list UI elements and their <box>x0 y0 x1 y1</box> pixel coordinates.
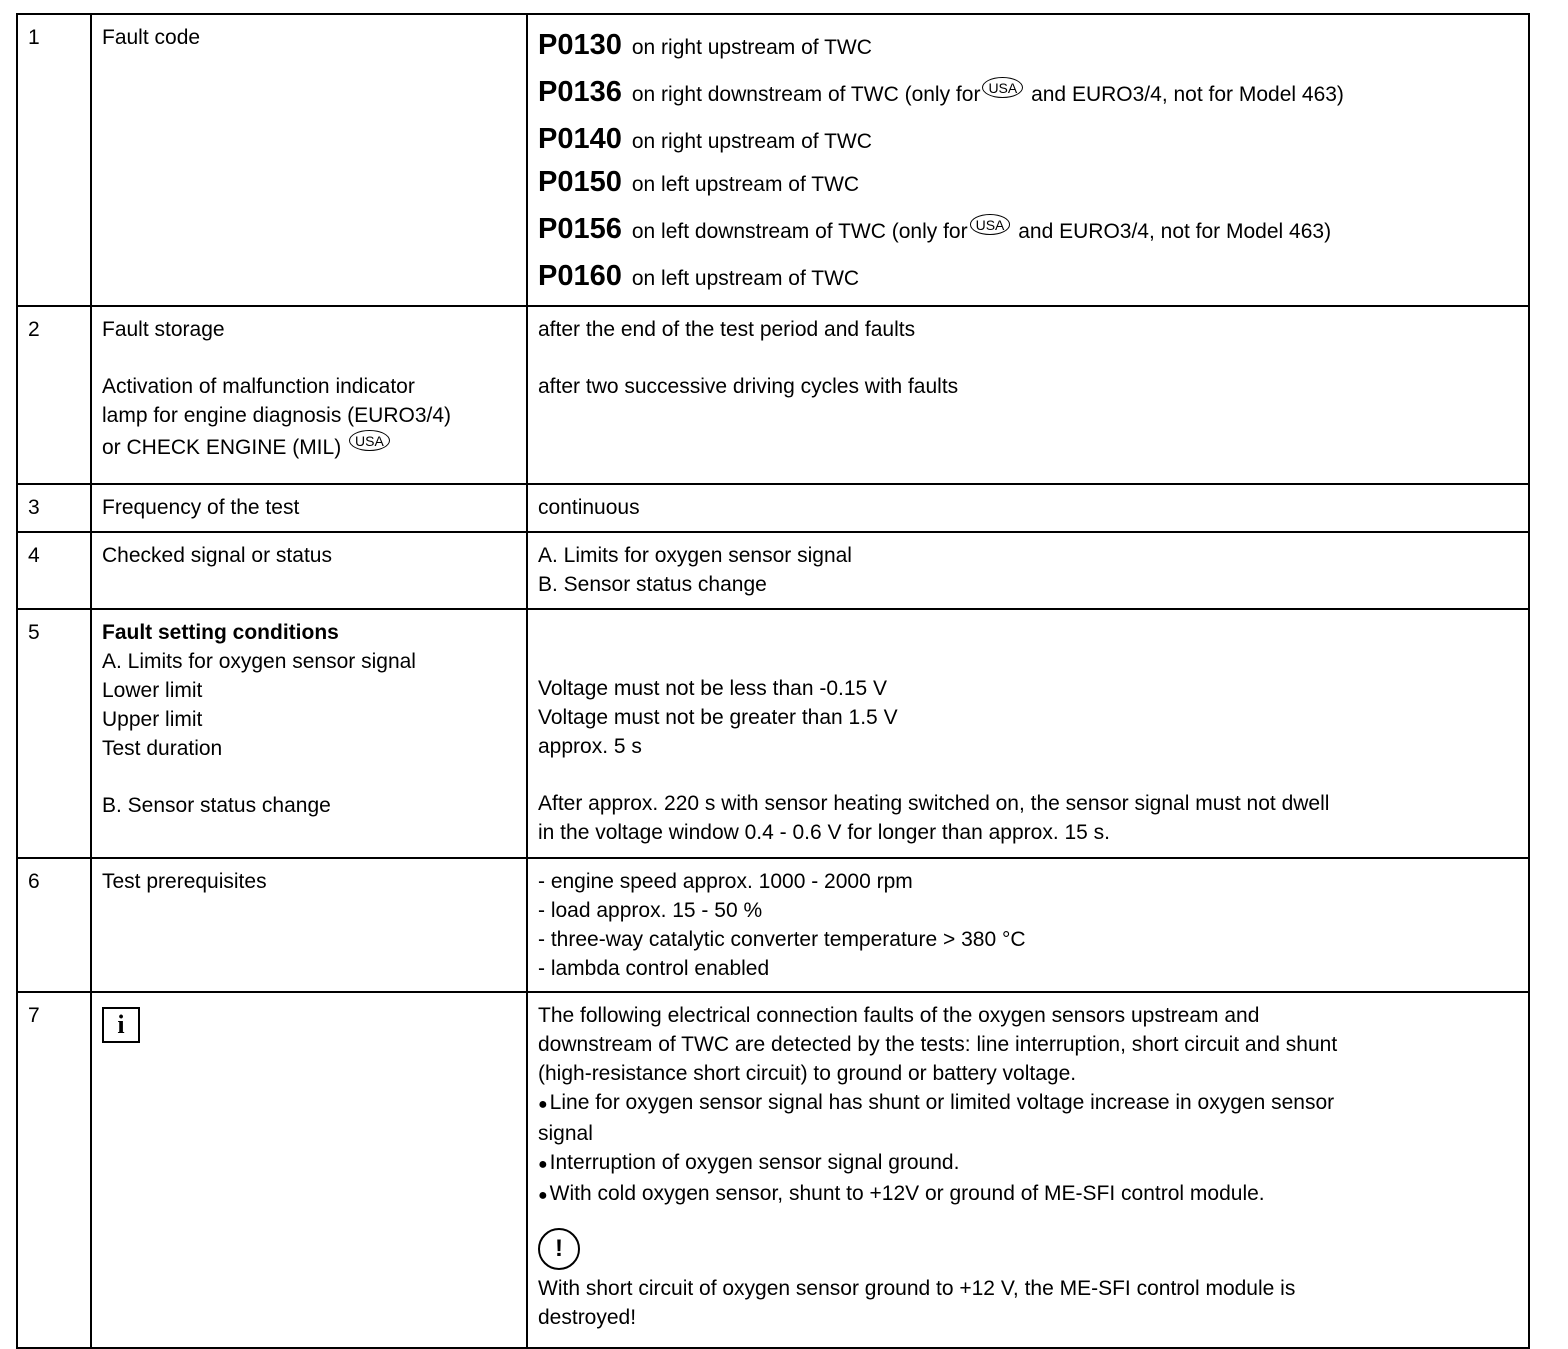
label-activation: Activation of malfunction indicator <box>102 375 415 398</box>
fault-code: P0160 <box>538 260 622 292</box>
row-number: 1 <box>17 14 91 306</box>
fault-code-desc-after: and EURO3/4, not for Model 463) <box>1031 83 1344 106</box>
row-value <box>527 609 1529 858</box>
fault-code-desc: on right upstream of TWC <box>631 130 872 153</box>
row-number: 7 <box>17 992 91 1348</box>
value-line: in the voltage window 0.4 - 0.6 V for longer than approx. 15 s. <box>538 821 1111 844</box>
bullet-item-continued: signal <box>538 1122 593 1145</box>
table-row <box>17 14 1529 306</box>
fault-code-desc-after: and EURO3/4, not for Model 463) <box>1018 220 1332 243</box>
fault-code-line <box>538 162 1518 205</box>
row-label: Checked signal or status <box>91 532 527 609</box>
table-row <box>17 609 1529 858</box>
label-line: B. Sensor status change <box>102 794 331 817</box>
fault-code-line <box>538 25 1518 68</box>
fault-code-line <box>538 68 1518 119</box>
value-line: After approx. 220 s with sensor heating switched on, the sensor signal must not dwell <box>538 792 1330 815</box>
row-label <box>91 306 527 484</box>
info-icon: i <box>102 1007 140 1043</box>
fault-code: P0136 <box>538 76 622 108</box>
usa-badge-icon: USA <box>349 430 390 451</box>
row-number: 3 <box>17 484 91 532</box>
row-value <box>527 306 1529 484</box>
row-label <box>91 992 527 1348</box>
row-value: continuous <box>527 484 1529 532</box>
fault-code-line <box>538 205 1518 256</box>
label-line: Lower limit <box>102 679 203 702</box>
section-heading: Fault setting conditions <box>102 621 339 644</box>
value-line: - three-way catalytic converter temperature > 380 °C <box>538 928 1026 951</box>
fault-spec-table <box>16 13 1530 1349</box>
warning-text: With short circuit of oxygen sensor ground to +12 V, the ME-SFI control module is <box>538 1277 1296 1300</box>
row-label: Fault code <box>91 14 527 306</box>
fault-code-line <box>538 256 1518 299</box>
value-line: approx. 5 s <box>538 735 642 758</box>
table-row <box>17 992 1529 1348</box>
fault-code-desc: on left upstream of TWC <box>631 173 860 196</box>
value-line: A. Limits for oxygen sensor signal <box>538 544 852 567</box>
value-line: - lambda control enabled <box>538 957 770 980</box>
table-row <box>17 306 1529 484</box>
row-label: Test prerequisites <box>91 858 527 992</box>
fault-code: P0130 <box>538 29 622 61</box>
value-line: - load approx. 15 - 50 % <box>538 899 763 922</box>
value-line: Voltage must not be less than -0.15 V <box>538 677 888 700</box>
value-line: - engine speed approx. 1000 - 2000 rpm <box>538 870 913 893</box>
row-label: Frequency of the test <box>91 484 527 532</box>
fault-code-line <box>538 119 1518 162</box>
value-line: The following electrical connection faults of the oxygen sensors upstream and <box>538 1004 1260 1027</box>
row-value <box>527 532 1529 609</box>
table-row <box>17 858 1529 992</box>
row-value <box>527 858 1529 992</box>
label-fault-storage: Fault storage <box>102 318 225 341</box>
warning-icon: ! <box>538 1228 580 1270</box>
table-row <box>17 484 1529 532</box>
fault-code-desc: on right upstream of TWC <box>631 36 872 59</box>
bullet-item: ● Line for oxygen sensor signal has shunt or limited voltage increase in oxygen sensor <box>538 1088 1518 1119</box>
label-line: Upper limit <box>102 708 203 731</box>
row-number: 6 <box>17 858 91 992</box>
fault-code-desc: on left downstream of TWC (only for <box>631 220 968 243</box>
fault-code: P0156 <box>538 213 622 245</box>
bullet-item: ● With cold oxygen sensor, shunt to +12V or ground of ME-SFI control module. <box>538 1179 1518 1210</box>
fault-code-list <box>527 14 1529 306</box>
warning-text: destroyed! <box>538 1306 637 1329</box>
row-number: 2 <box>17 306 91 484</box>
fault-code: P0140 <box>538 123 622 155</box>
value-line: B. Sensor status change <box>538 573 767 596</box>
usa-badge-icon: USA <box>982 77 1023 98</box>
value-fault-storage: after the end of the test period and faults <box>538 318 916 341</box>
label-line: A. Limits for oxygen sensor signal <box>102 650 416 673</box>
usa-badge-icon: USA <box>970 214 1011 235</box>
value-line: (high-resistance short circuit) to ground or battery voltage. <box>538 1062 1077 1085</box>
value-activation: after two successive driving cycles with faults <box>538 375 959 398</box>
value-line: downstream of TWC are detected by the tests: line interruption, short circuit and shunt <box>538 1033 1338 1056</box>
fault-code: P0150 <box>538 166 622 198</box>
label-activation: lamp for engine diagnosis (EURO3/4) <box>102 404 452 427</box>
value-line: Voltage must not be greater than 1.5 V <box>538 706 898 729</box>
label-activation: or CHECK ENGINE (MIL) USA <box>102 430 516 462</box>
row-number: 5 <box>17 609 91 858</box>
row-label <box>91 609 527 858</box>
row-number: 4 <box>17 532 91 609</box>
table-row <box>17 532 1529 609</box>
label-line: Test duration <box>102 737 223 760</box>
row-value <box>527 992 1529 1348</box>
bullet-item: ● Interruption of oxygen sensor signal ground. <box>538 1148 1518 1179</box>
fault-code-desc: on left upstream of TWC <box>631 267 860 290</box>
fault-code-desc: on right downstream of TWC (only for <box>631 83 981 106</box>
